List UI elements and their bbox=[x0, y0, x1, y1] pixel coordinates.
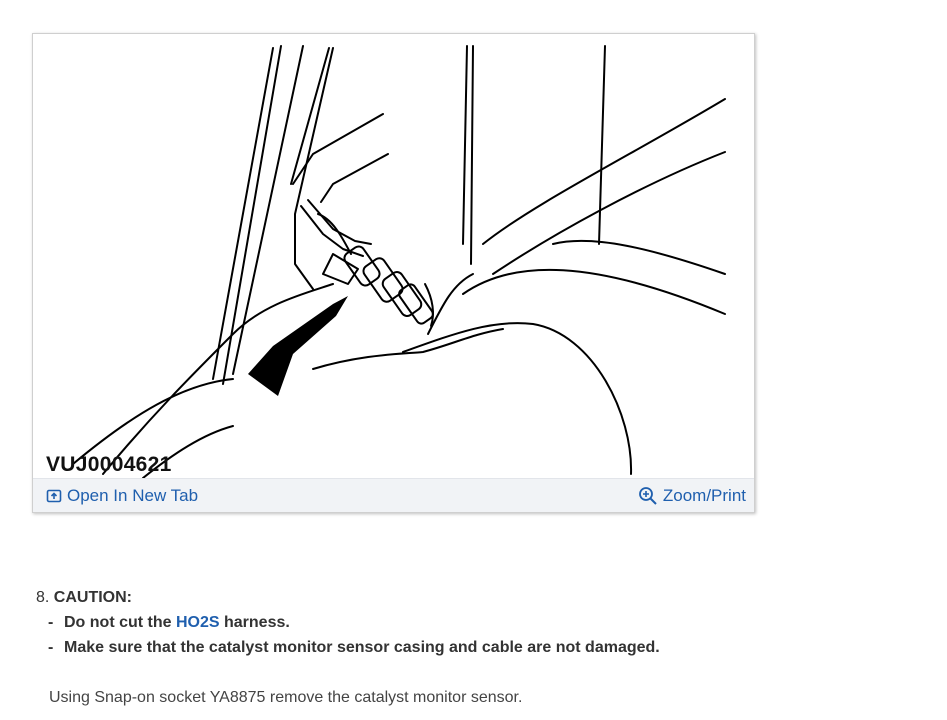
caution-text-before: Do not cut the bbox=[64, 614, 176, 631]
caution-item bbox=[48, 639, 660, 664]
step-heading bbox=[36, 589, 132, 607]
step-number: 8. bbox=[36, 589, 50, 606]
caution-text: Make sure that the catalyst monitor sensor casing and cable are not damaged. bbox=[64, 639, 660, 656]
zoom-icon bbox=[638, 486, 658, 506]
open-in-new-tab-label: Open In New Tab bbox=[67, 486, 199, 505]
caution-label: CAUTION: bbox=[53, 589, 133, 606]
zoom-print-label: Zoom/Print bbox=[662, 486, 746, 505]
zoom-print-link[interactable] bbox=[638, 479, 746, 513]
figure-code: VUJ0004621 bbox=[46, 453, 172, 476]
caution-text-after: harness. bbox=[219, 614, 290, 631]
bullet-dash: - bbox=[48, 639, 54, 656]
figure-toolbar bbox=[33, 478, 754, 513]
open-in-new-tab-link[interactable] bbox=[46, 479, 198, 513]
caution-item bbox=[48, 614, 660, 639]
ho2s-link[interactable]: HO2S bbox=[175, 614, 220, 631]
open-new-tab-icon bbox=[46, 488, 62, 504]
bullet-dash: - bbox=[48, 614, 54, 631]
sensor-illustration bbox=[33, 34, 754, 478]
figure-frame bbox=[32, 33, 755, 513]
instruction-text: Using Snap-on socket YA8875 remove the catalyst monitor sensor. bbox=[49, 689, 523, 706]
caution-text bbox=[64, 614, 290, 632]
caution-list bbox=[48, 614, 660, 664]
